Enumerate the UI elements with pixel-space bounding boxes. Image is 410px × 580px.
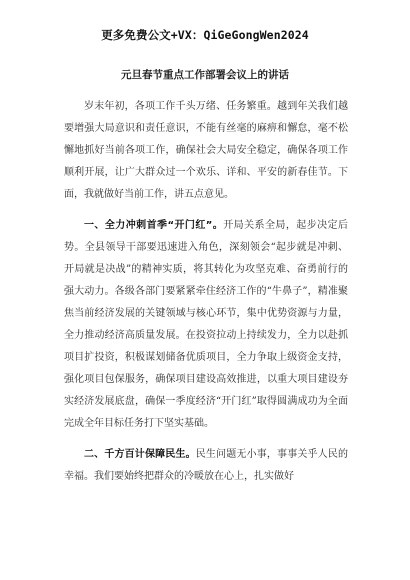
section-heading: 二、千方百计保障民生。 (84, 449, 196, 460)
promo-watermark: 更多免费公文+VX：QiGeGongWen2024 (101, 28, 309, 42)
paragraph-intro (64, 96, 348, 206)
section-heading: 一、全力冲刺首季“开门红”。 (84, 220, 224, 231)
paragraph-text: 民生问题无小事，事事关乎人民的幸福。我们要始终把群众的冷暖放在心上，扎实做好 (64, 449, 349, 482)
paragraph-section-two (64, 444, 348, 488)
paragraph-text: 开局关系全局，起步决定后势。全县领导干部要迅速进入角色，深刻领会“起步就是冲刺、开局就是决战”的精神实质，将其转化为攻坚克难、奋勇前行的强大动力。各级各部门要紧紧牵住经济工作的“牛鼻子”，精准聚焦当前经济发展的关键领域与核心环节，集中优势资源与力量，全力推动经济高质量发展。在投资拉动上持续发力，全力以赴抓项目扩投资，积极谋划储备优质项目，全力争取上级资金支持，强化项目包保服务，确保项目建设高效推进，以重大项目建设夯实经济发展底盘，确保一季度经济“开门红”取得圆满成功为全面完成全年目标任务打下坚实基础。 (64, 220, 348, 429)
document-body (64, 96, 348, 497)
paragraph-text: 岁末年初，各项工作千头万绪、任务繁重。越到年关我们越要增强大局意识和责任意识，不能有丝毫的麻痹和懈怠，毫不松懈地抓好当前各项工作，确保社会大局安全稳定，确保各项工作顺利开展，让广大群众过一个欢乐、详和、平安的新春佳节。下面，我就做好当前工作，讲五点意见。 (64, 101, 348, 200)
paragraph-section-one (64, 215, 348, 435)
document-title: 元旦春节重点工作部署会议上的讲话 (121, 69, 289, 81)
